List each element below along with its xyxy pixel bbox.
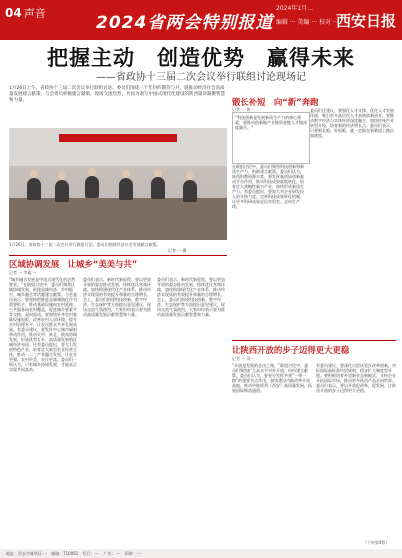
section-divider — [9, 255, 227, 256]
sub-headline: ——省政协十三届二次会议举行联组讨论现场记 — [96, 72, 306, 83]
bottom-section-title: 让陕西开放的步子迈得更大更稳 — [232, 345, 350, 355]
right-section-title: 锻长补短 向“新”奔跑 — [232, 97, 319, 107]
editor-credits: 编辑 ··· 美编 ··· 校对 ··· — [276, 19, 339, 26]
lead-paragraph: 1月26日上午，省政协十三届二次会议举行联组讨论。委员们围绕三个年份的期待与共，就推动经济社会高质量发展建言献策。与会委员积极建言献策，现场交流热烈，共同为谱写中国式现代化建设的陕西篇章凝聚智慧和力量。 — [9, 86, 225, 103]
page-footer — [0, 549, 402, 558]
continued-note: （下转第4版） — [363, 540, 390, 545]
bottom-section-divider — [232, 340, 396, 341]
page-number: 04 声音 — [5, 6, 46, 20]
section-name: 声音 — [23, 7, 46, 20]
right-section-text-a: 在联组讨论中，委员们聚焦科技创新和新质生产力，积极建言献策。委员们认为，陕西科教资源丰富，要发挥秦创原创新驱动平台作用，推动科技成果就地转化，培育壮大战略性新兴产业，加快形成新质生产力。有委员提出，要加大对企业研发投入的支持力度，完善科技成果转化机制，让更多科研成果走出实验室、走向生产线。 — [232, 164, 304, 209]
issue-date: 2024年1月… — [276, 5, 314, 12]
right-section-text-b: 委员们还建议，要强化人才支撑，优化人才发展环境，吸引更多高层次人才来陕创新创业。要推动数字经济与实体经济深度融合，加快传统产业转型升级，培育新的经济增长点。委员们表示，只要锻长板、补短板，就一定能在新赛道上跑出加速度。 — [310, 108, 394, 138]
banner-shape — [59, 134, 177, 142]
photo-caption: 1月26日，省政协十三届二次会议举行联组讨论。委员们围绕经济社会发展献言献策。 — [9, 242, 161, 247]
middle-right-text: 委员们表示，新时代新征程，要以更加开放的姿态推动发展，持续优化营商环境，加快构建现代化产业体系，推动经济实现质的有效提升和量的合理增长。会上，委员们围绕科技创新、数字经济、生态保护等方面提出意见建议，现场交流气氛热烈，大家纷纷表示要为推动高质量发展贡献智慧和力量。 — [157, 277, 225, 317]
meeting-photo — [9, 128, 227, 240]
bottom-section-byline: 记者 ··· 刘·· — [232, 356, 253, 361]
quote-box: “科技创新是发展新质生产力的核心要素，要推动创新链产业链资金链人才链深度融合。” — [232, 112, 310, 164]
bottom-section-text-b: 有委员建议，要深化自贸试验区改革创新，对标国际高标准经贸规则，稳步扩大制度型开放。要积极培育外贸新业态新模式，支持企业开拓国际市场，推动更多陕西产品走向世界。委员们表示，要以开放促改革、促发展，让陕西开放的步子迈得更大更稳。 — [316, 363, 396, 393]
right-section-byline: 记者 ··· 黄·· — [232, 107, 253, 112]
middle-column-text: 委员们表示，新时代新征程，要以更加开放的姿态推动发展，持续优化营商环境，加快构建现代化产业体系，推动经济实现质的有效提升和量的合理增长。会上，委员们围绕科技创新、数字经济、生态保护等方面提出意见建议，现场交流气氛热烈，大家纷纷表示要为推动高质量发展贡献智慧和力量。 — [83, 277, 151, 317]
bottom-section-text-a: “开放是发展的必由之路。”联组讨论中，委员们聚焦扩大高水平对外开放，纷纷建言献策。委员们认为，要充分发挥共建“一带一路”的重要节点作用，加快建设内陆改革开放高地，推动中欧班列（西安）高质量发展，拓展国际物流通道。 — [232, 363, 312, 393]
footer-text: 地址：西安市雁塔区···· 邮编：710061 发行：···· 广告：···· 印刷：···· — [6, 551, 142, 556]
page-header — [0, 0, 402, 40]
left-section-title: 区域协调发展 让城乡“美美与共” — [9, 259, 138, 269]
newspaper-logo: 西安日报 — [335, 12, 396, 30]
left-section-byline: 记者 ··· 李鑫 ··· — [9, 270, 37, 275]
main-headline: 把握主动 创造优势 赢得未来 — [47, 46, 355, 70]
special-report-banner: 2024省两会特别报道 — [96, 13, 274, 33]
left-section-text: “城乡融合发展是中国式现代化的必然要求。”在联组讨论中，委员们聚焦区域协调发展，围绕县域经济、乡村振兴、城乡融合等话题建言献策。与会委员表示，要坚持把推进县域城镇化作为重要抓手，推动基础设施向农村延伸、公共服务向农村覆盖，促进城乡要素平等交换、双向流动。要加快补齐农村基础设施短板，改善农村人居环境，提升乡村治理水平，让农民群众共享发展成果。有委员建议，要发挥中心城市辐射带动作用，推动关中、陕北、陕南协调发展，形成优势互补、高质量发展的区域经济布局。还有委员提出，要大力发展特色产业，培育壮大新型农业经营主体，推动一二三产业融合发展，让农业更强、农村更美、农民更富。委员们一致认为，只有城乡协调发展，才能真正实现共同富裕。 — [9, 277, 77, 372]
photo-credit: 记者 ··· 摄 — [168, 248, 187, 253]
